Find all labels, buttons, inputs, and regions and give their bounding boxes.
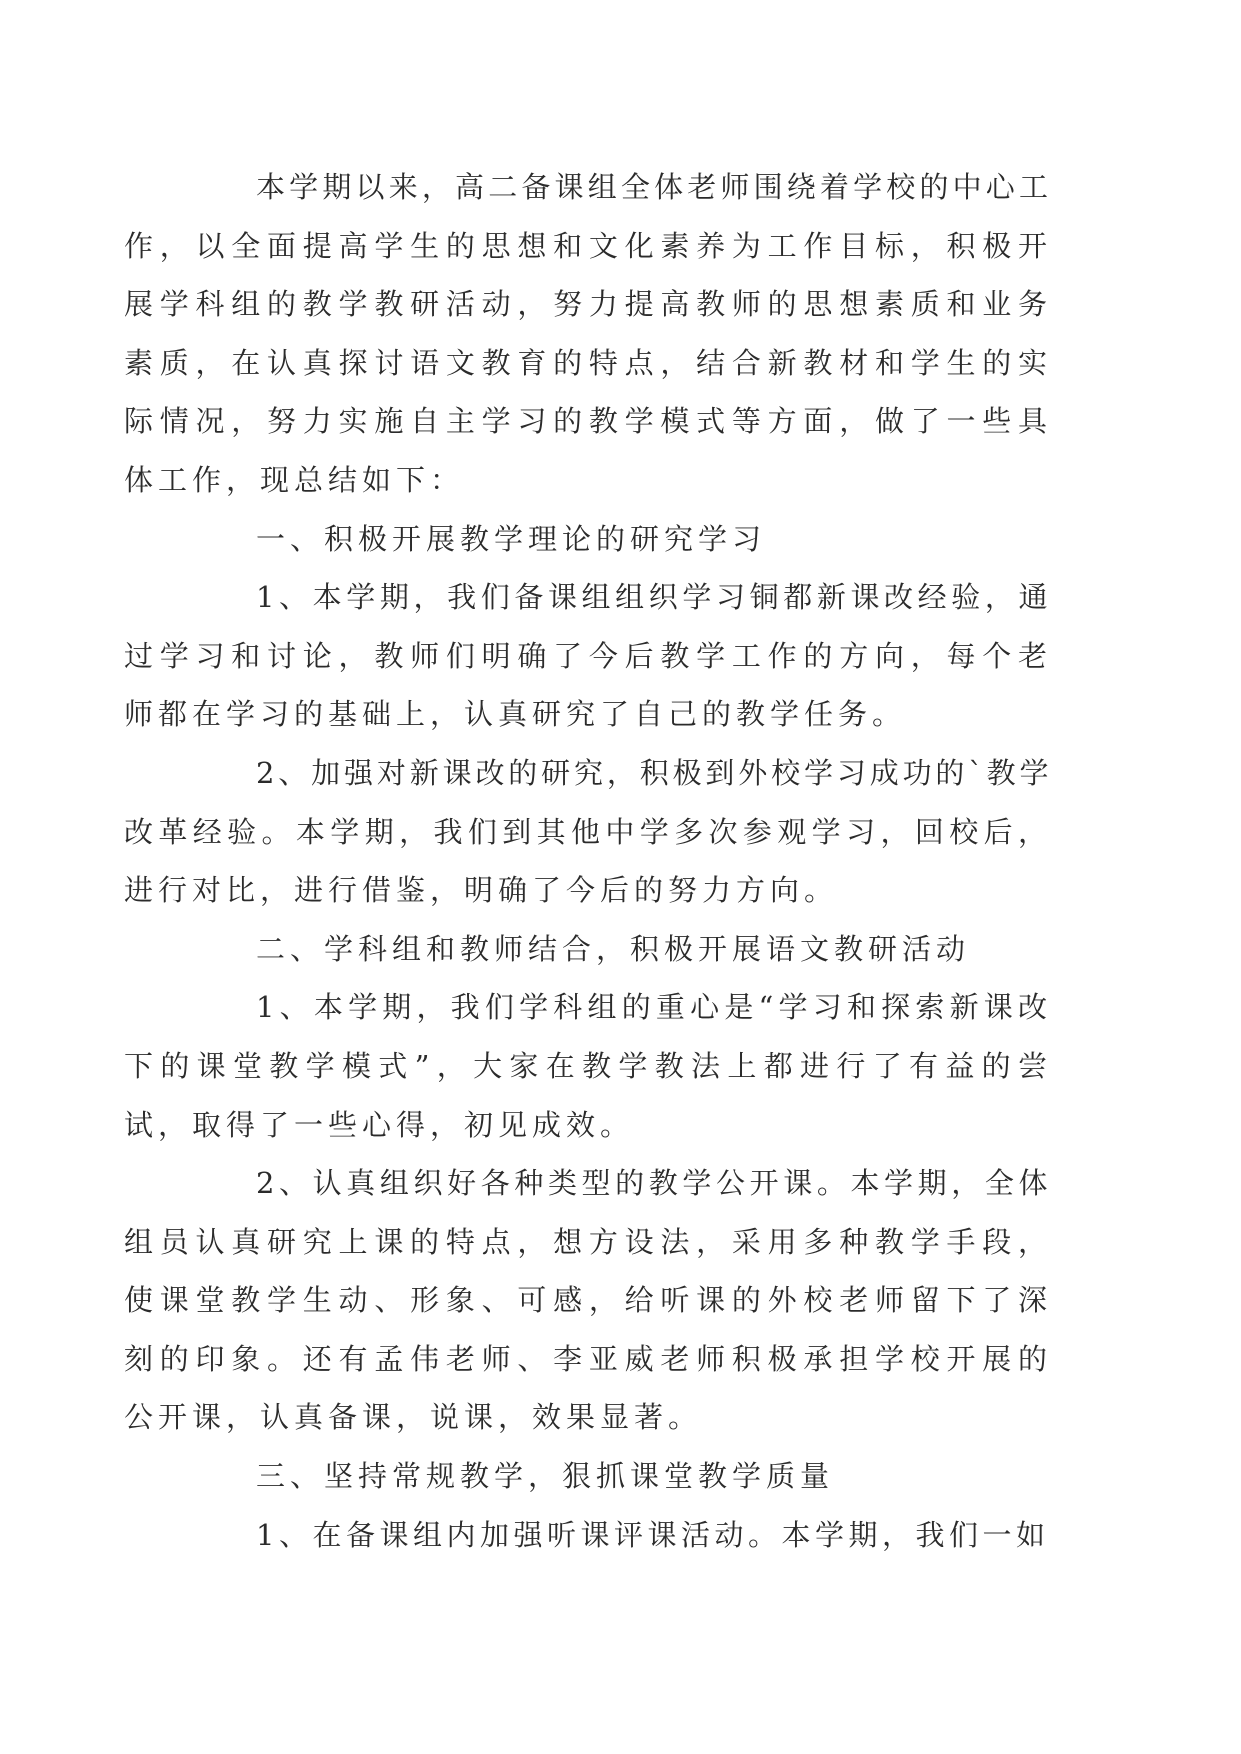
text-line: 刻的印象。还有孟伟老师、李亚威老师积极承担学校开展的 [124, 1341, 1052, 1376]
text-line: 三、坚持常规教学，狠抓课堂教学质量 [256, 1459, 835, 1494]
paragraph [124, 158, 1052, 510]
text-line: 体工作，现总结如下： [124, 462, 465, 497]
text-line: 展学科组的教学教研活动，努力提高教师的思想素质和业务 [124, 287, 1052, 322]
text-line: 本学期以来，高二备课组全体老师围绕着学校的中心工 [256, 170, 1052, 204]
text-line: 二、学科组和教师结合，积极开展语文教研活动 [256, 931, 971, 966]
paragraph [190, 510, 1052, 569]
paragraph [190, 1506, 1052, 1565]
paragraph [124, 568, 1052, 744]
text-line: 组员认真研究上课的特点，想方设法，采用多种教学手段， [124, 1224, 1052, 1259]
text-line: 际情况，努力实施自主学习的教学模式等方面，做了一些具 [124, 404, 1052, 439]
text-line: 使课堂教学生动、形象、可感，给听课的外校老师留下了深 [124, 1283, 1052, 1318]
text-line: 师都在学习的基础上，认真研究了自己的教学任务。 [124, 697, 907, 732]
paragraph [124, 744, 1052, 920]
paragraph [190, 920, 1052, 979]
text-line: 作，以全面提高学生的思想和文化素养为工作目标，积极开 [124, 228, 1052, 263]
text-line: 一、积极开展教学理论的研究学习 [256, 521, 767, 556]
document-body [124, 158, 1052, 1564]
text-line: 下的课堂教学模式”，大家在教学教法上都进行了有益的尝 [124, 1048, 1052, 1083]
text-line: 2、加强对新课改的研究，积极到外校学习成功的`教学 [256, 755, 1052, 790]
text-line: 1、本学期，我们学科组的重心是“学习和探索新课改 [256, 990, 1052, 1025]
text-line: 1、本学期，我们备课组组织学习铜都新课改经验，通 [256, 580, 1052, 615]
text-line: 试，取得了一些心得，初见成效。 [124, 1107, 635, 1142]
text-line: 2、认真组织好各种类型的教学公开课。本学期，全体 [256, 1166, 1052, 1201]
text-line: 过学习和讨论，教师们明确了今后教学工作的方向，每个老 [124, 638, 1052, 673]
text-line: 改革经验。本学期，我们到其他中学多次参观学习，回校后， [124, 814, 1052, 849]
text-line: 公开课，认真备课，说课，效果显著。 [124, 1400, 703, 1435]
text-line: 素质，在认真探讨语文教育的特点，结合新教材和学生的实 [124, 345, 1052, 380]
paragraph [124, 978, 1052, 1154]
text-line: 1、在备课组内加强听课评课活动。本学期，我们一如 [256, 1517, 1050, 1552]
paragraph [190, 1447, 1052, 1506]
text-line: 进行对比，进行借鉴，明确了今后的努力方向。 [124, 873, 839, 908]
paragraph [124, 1154, 1052, 1447]
